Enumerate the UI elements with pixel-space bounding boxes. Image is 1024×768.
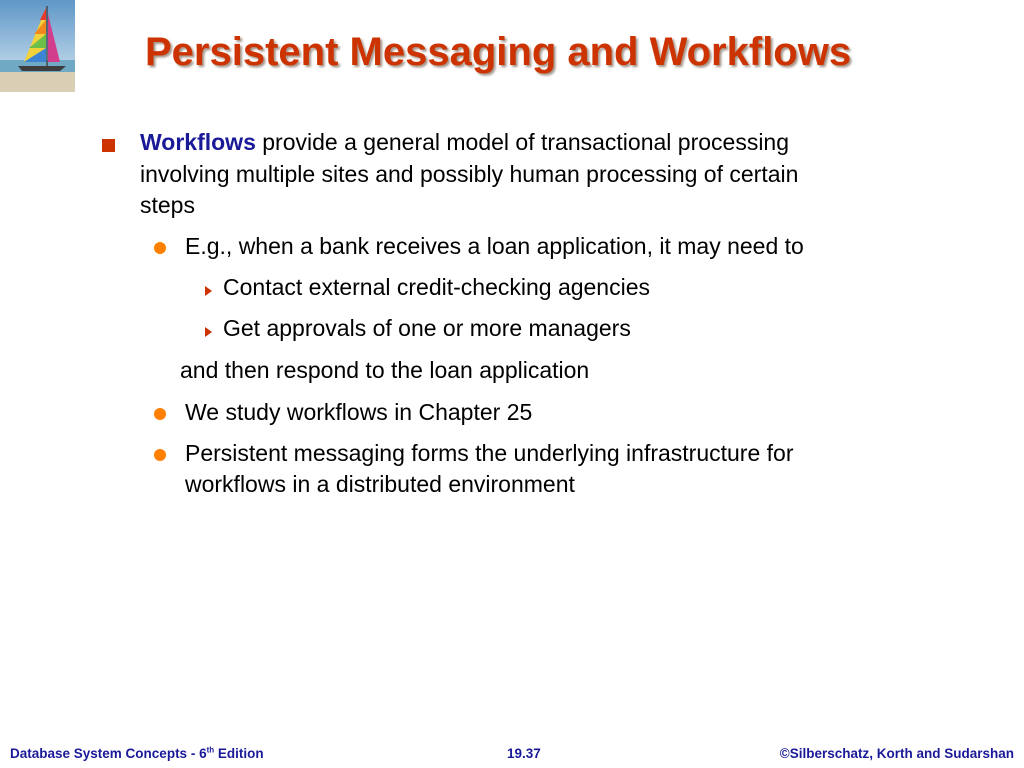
dot-bullet-icon <box>154 449 166 461</box>
slide-title: Persistent Messaging and Workflows <box>145 30 852 74</box>
bullet-chapter: We study workflows in Chapter 25 <box>185 399 533 425</box>
dot-bullet-icon <box>154 408 166 420</box>
highlight-term: Workflows <box>140 129 256 155</box>
bullet-example: E.g., when a bank receives a loan application, it may need to <box>185 233 804 259</box>
sub-bullet-approvals: Get approvals of one or more managers <box>223 315 631 341</box>
footer-title-suffix: Edition <box>214 746 264 761</box>
sub-bullet-credit-check: Contact external credit-checking agencies <box>223 274 651 300</box>
continuation-text: and then respond to the loan application <box>180 357 590 383</box>
bullet-workflows-line-1 <box>140 127 789 158</box>
footer-copyright: ©Silberschatz, Korth and Sudarshan <box>779 746 1014 761</box>
footer-book-title <box>10 745 264 763</box>
bullet-workflows-line-3: steps <box>140 192 195 218</box>
bullet-persistent-line-1: Persistent messaging forms the underlying infrastructure for <box>185 440 794 466</box>
square-bullet-icon <box>102 139 115 152</box>
sailboat-logo-icon <box>0 0 75 92</box>
footer-slide-number: 19.37 <box>507 746 541 761</box>
footer-title-superscript: th <box>206 745 215 755</box>
arrow-bullet-icon <box>205 286 212 296</box>
bullet-text: provide a general model of transactional processing <box>255 129 790 155</box>
bullet-workflows-line-2: involving multiple sites and possibly human processing of certain <box>140 161 799 187</box>
bullet-persistent-line-2: workflows in a distributed environment <box>185 471 575 497</box>
arrow-bullet-icon <box>205 327 212 337</box>
footer-title-prefix: Database System Concepts - 6 <box>10 746 207 761</box>
dot-bullet-icon <box>154 242 166 254</box>
